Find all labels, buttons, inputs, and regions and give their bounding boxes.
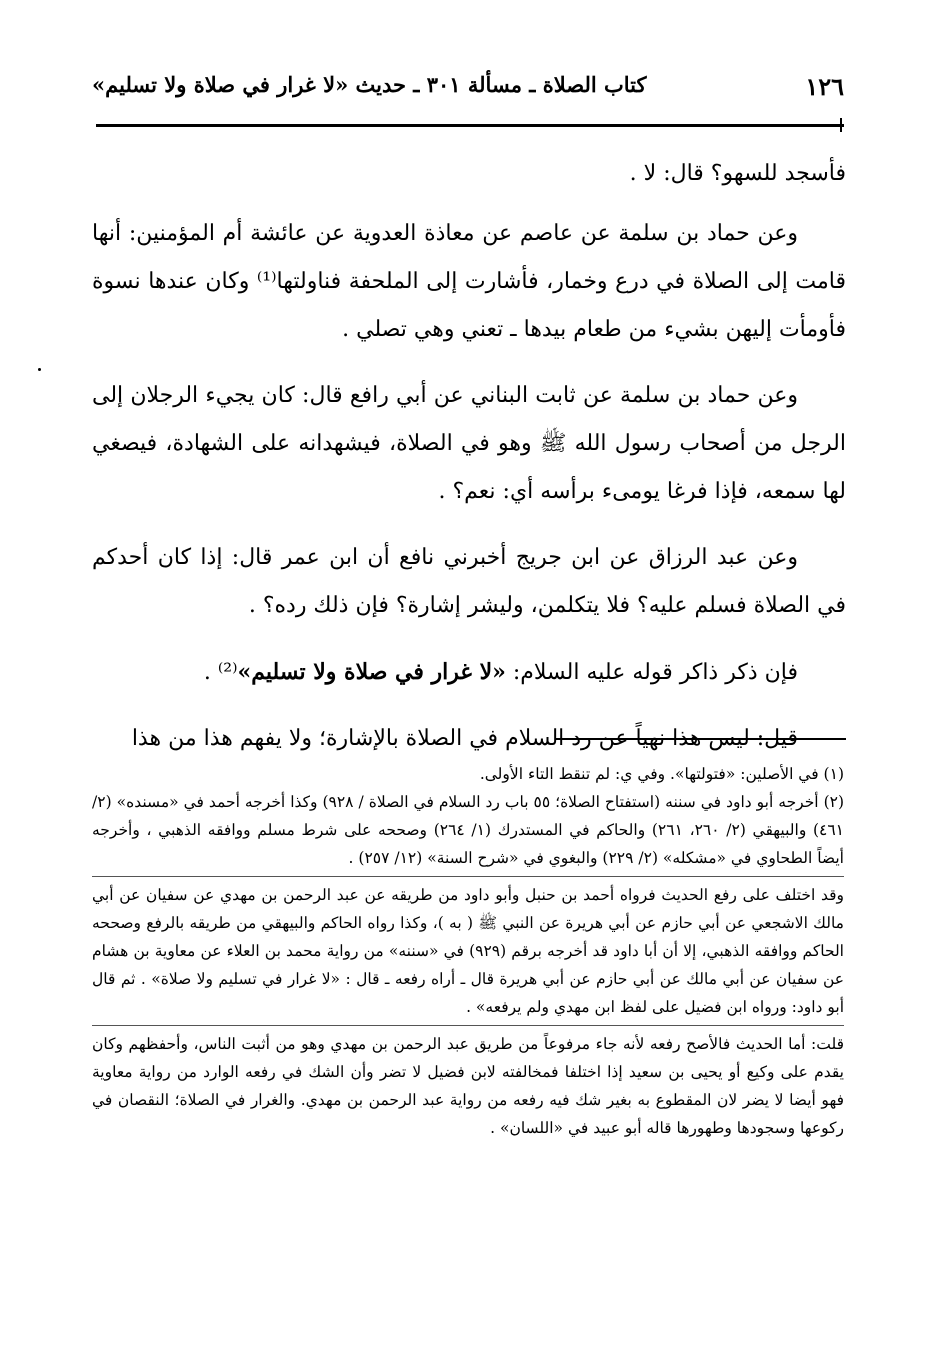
paragraph-6: قيل: ليس هذا نهياً عن رد السلام في الصلاة بالإشارة؛ ولا يفهم هذا من هذا <box>131 726 798 751</box>
footnote-separator <box>556 738 846 740</box>
footnote-divider <box>92 1025 844 1026</box>
hadith-quote: «لا غرار في صلاة ولا تسليم» <box>237 659 506 685</box>
footnote-marker-2: ⁽²⁾ . <box>203 660 238 685</box>
header-rule-tick <box>840 118 842 132</box>
paragraph-3: وعن حماد بن سلمة عن ثابت البناني عن أبي رافع قال: كان يجيء الرجلان إلى الرجل من أصحاب رسول الله ﷺ وهو في الصلاة، فيشهدانه على الشهادة، فيصغي لها سمعه، فإذا فرغا يومىء برأسه أي: نعم؟ . <box>92 383 846 504</box>
paragraph-1: فأسجد للسهو؟ قال: لا . <box>629 161 846 186</box>
footnote-1: (١) في الأصلين: «فتولتها». وفي ي: لم تنقط التاء الأولى. <box>479 765 844 783</box>
paragraph-2: وعن حماد بن سلمة عن عاصم عن معاذة العدوية عن عائشة أم المؤمنين: أنها قامت إلى الصلاة في درع وخمار، فأشارت إلى الملحفة فناولتها⁽¹⁾ وكان عندها نسوة فأومأت إليهن بشيء من طعام بيدها ـ تعني وهي تصلي . <box>92 221 846 342</box>
header-rule <box>96 124 844 127</box>
footnote-2: (٢) أخرجه أبو داود في سننه (استفتاح الصلاة؛ ٥٥ باب رد السلام في الصلاة / ٩٢٨) وكذا أخرجه أحمد في «مسنده» (٢/ ٤٦١) والبيهقي (٢/ ٢٦٠، ٢٦١) والحاكم في المستدرك (١/ ٢٦٤) وصححه على شرط مسلم ووافقه الذهبي ، وأخرجه أيضاً الطحاوي في «مشكله» (٢/ ٢٢٩) والبغوي في «شرح السنة» (١٢/ ٢٥٧) . <box>92 793 845 867</box>
paragraph-5 <box>92 648 846 697</box>
page-header <box>92 70 844 106</box>
footnote-2-continued: وقد اختلف على رفع الحديث فرواه أحمد بن حنبل وأبو داود من طريقه عن عبد الرحمن بن مهدي عن سفيان عن أبي مالك الاشجعي عن أبي حازم عن أبي هريرة عن النبي ﷺ ( به )، وكذا رواه الحاكم والبيهقي من طريقه بالرفع وصححه الحاكم ووافقه الذهبي، إلا أن أبا داود قد أخرجه برقم (٩٢٩) في «سننه» من رواية محمد بن العلاء عن معاوية بن هشام عن سفيان عن أبي مالك عن أبي حازم عن أبي هريرة قال ـ أراه رفعه ـ قال : «لا غرار في تسليم ولا صلاة» . ثم قال أبو داود: ورواه ابن فضيل على لفظ ابن مهدي ولم يرفعه» . <box>92 886 844 1016</box>
scan-speck <box>38 368 41 371</box>
main-text <box>92 150 846 781</box>
footnote-divider <box>92 876 844 877</box>
paragraph-5-lead: فإن ذكر ذاكر قوله عليه السلام: <box>505 660 798 685</box>
page-number: ١٢٦ <box>805 72 844 101</box>
paragraph-4: وعن عبد الرزاق عن ابن جريج أخبرني نافع أن ابن عمر قال: إذا كان أحدكم في الصلاة فسلم عليه؟ فلا يتكلمن، وليشر إشارة؟ فإن ذلك رده؟ . <box>92 545 846 618</box>
footnotes <box>92 760 844 1142</box>
running-title: كتاب الصلاة ـ مسألة ٣٠١ ـ حديث «لا غرار في صلاة ولا تسليم» <box>92 72 647 97</box>
footnote-2-comment: قلت: أما الحديث فالأصح رفعه لأنه جاء مرفوعاً من طريق عبد الرحمن بن مهدي وهو من أثبت الناس، وأحفظهم وكان يقدم على وكيع أو يحيى بن سعيد إذا اختلفا فمخالفته لابن فضيل لا تضر وأن الشك في رفعه الوارد من رواية معاوية فهو أيضا لا يضر لان المقطوع به بغير شك فيه رفعه من رواية عبد الرحمن بن مهدي. والغرار في الصلاة؛ النقصان في ركوعها وسجودها وطهورها قاله أبو عبيد في «اللسان» . <box>92 1035 844 1137</box>
